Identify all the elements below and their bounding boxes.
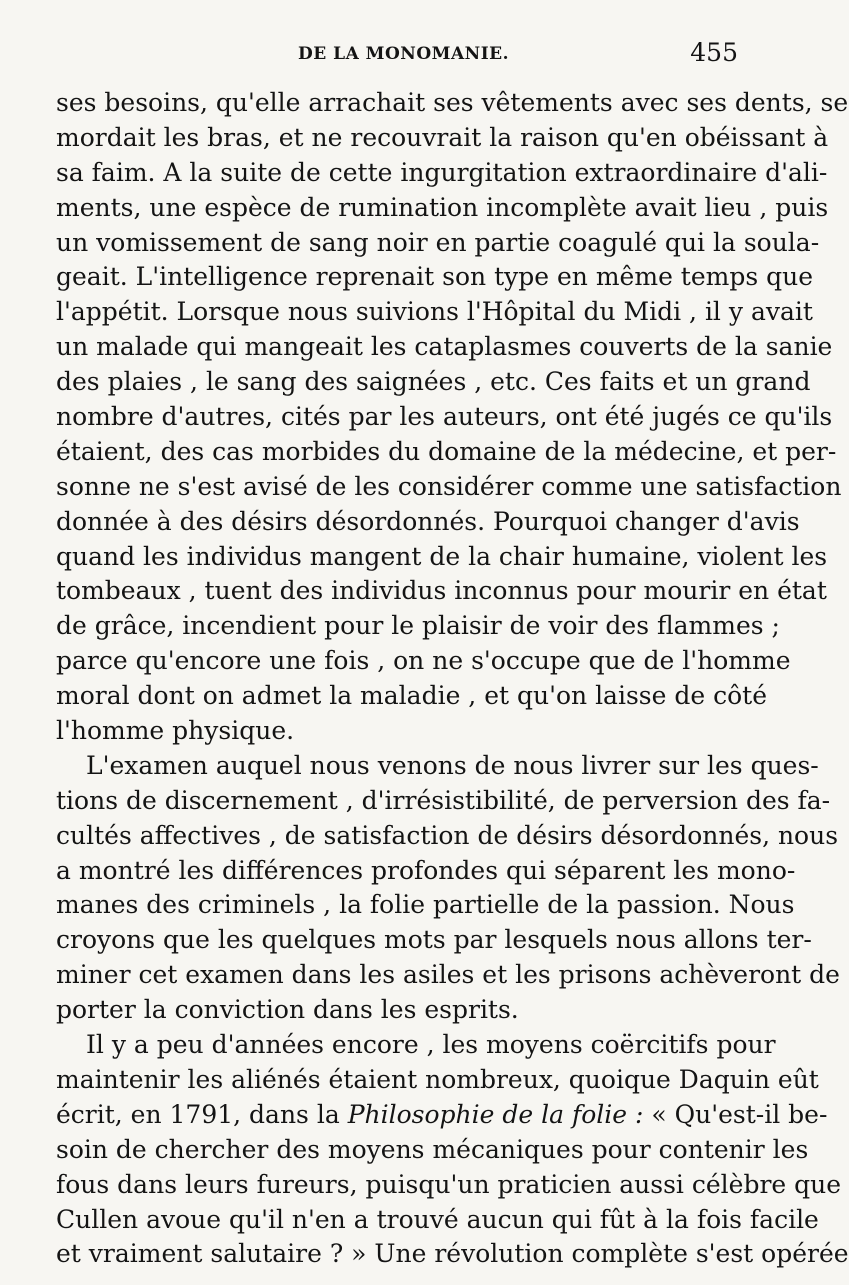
text-line: sonne ne s'est avisé de les considérer comme une satisfaction [56, 471, 842, 501]
text-line: donnée à des désirs désordonnés. Pourquoi changer d'avis [56, 506, 800, 536]
text-line: ments, une espèce de rumination incomplète avait lieu , puis [56, 192, 829, 222]
book-title: Philosophie de la folie : [347, 1099, 644, 1129]
text-line: a montré les différences profondes qui séparent les mono- [56, 855, 796, 885]
text-line: un malade qui mangeait les cataplasmes couverts de la sanie [56, 332, 833, 362]
text-line: fous dans leurs fureurs, puisqu'un praticien aussi célèbre que [56, 1169, 842, 1199]
page-header [56, 38, 746, 78]
text-line: manes des criminels , la folie partielle de la passion. Nous [56, 890, 795, 920]
text-line: cultés affectives , de satisfaction de désirs désordonnés, nous [56, 820, 839, 850]
text-line: quand les individus mangent de la chair humaine, violent les [56, 541, 828, 571]
running-head: DE LA MONOMANIE. [298, 44, 510, 64]
text-line: un vomissement de sang noir en partie coagulé qui la soula- [56, 227, 820, 257]
text-line: et vraiment salutaire ? » Une révolution complète s'est opérée [56, 1239, 849, 1269]
text-line: soin de chercher des moyens mécaniques pour contenir les [56, 1134, 809, 1164]
text-line: maintenir les aliénés étaient nombreux, quoique Daquin eût [56, 1064, 819, 1094]
paragraph-start-line: Il y a peu d'années encore , les moyens coërcitifs pour [86, 1030, 776, 1060]
text-segment: « Qu'est-il be- [643, 1099, 828, 1129]
text-line: tions de discernement , d'irrésistibilité, de perversion des fa- [56, 785, 831, 815]
text-line: moral dont on admet la maladie , et qu'on laisse de côté [56, 681, 767, 711]
text-line: tombeaux , tuent des individus inconnus pour mourir en état [56, 576, 827, 606]
text-segment: écrit, en 1791, dans la [56, 1099, 348, 1129]
text-line: croyons que les quelques mots par lesquels nous allons ter- [56, 925, 812, 955]
page-number: 455 [690, 38, 738, 67]
text-line: étaient, des cas morbides du domaine de la médecine, et per- [56, 436, 837, 466]
text-line: de grâce, incendient pour le plaisir de voir des flammes ; [56, 611, 780, 641]
paragraph-end-line: porter la conviction dans les esprits. [56, 995, 519, 1025]
text-line: ses besoins, qu'elle arrachait ses vêtements avec ses dents, se [56, 88, 849, 117]
text-line: l'appétit. Lorsque nous suivions l'Hôpital du Midi , il y avait [56, 297, 813, 327]
text-line: parce qu'encore une fois , on ne s'occupe que de l'homme [56, 646, 791, 676]
paragraph-start-line: L'examen auquel nous venons de nous livrer sur les ques- [86, 750, 819, 780]
text-line-with-title [56, 1098, 828, 1133]
body-text [56, 86, 849, 1272]
text-line: sa faim. A la suite de cette ingurgitation extraordinaire d'ali- [56, 157, 828, 187]
text-line: geait. L'intelligence reprenait son type en même temps que [56, 262, 814, 292]
text-line: des plaies , le sang des saignées , etc. Ces faits et un grand [56, 367, 811, 397]
text-line: nombre d'autres, cités par les auteurs, ont été jugés ce qu'ils [56, 402, 833, 432]
text-line: miner cet examen dans les asiles et les prisons achèveront de [56, 960, 840, 990]
paragraph-end-line: l'homme physique. [56, 716, 295, 746]
text-line: mordait les bras, et ne recouvrait la raison qu'en obéissant à [56, 122, 829, 152]
text-line: Cullen avoue qu'il n'en a trouvé aucun qui fût à la fois facile [56, 1204, 819, 1234]
